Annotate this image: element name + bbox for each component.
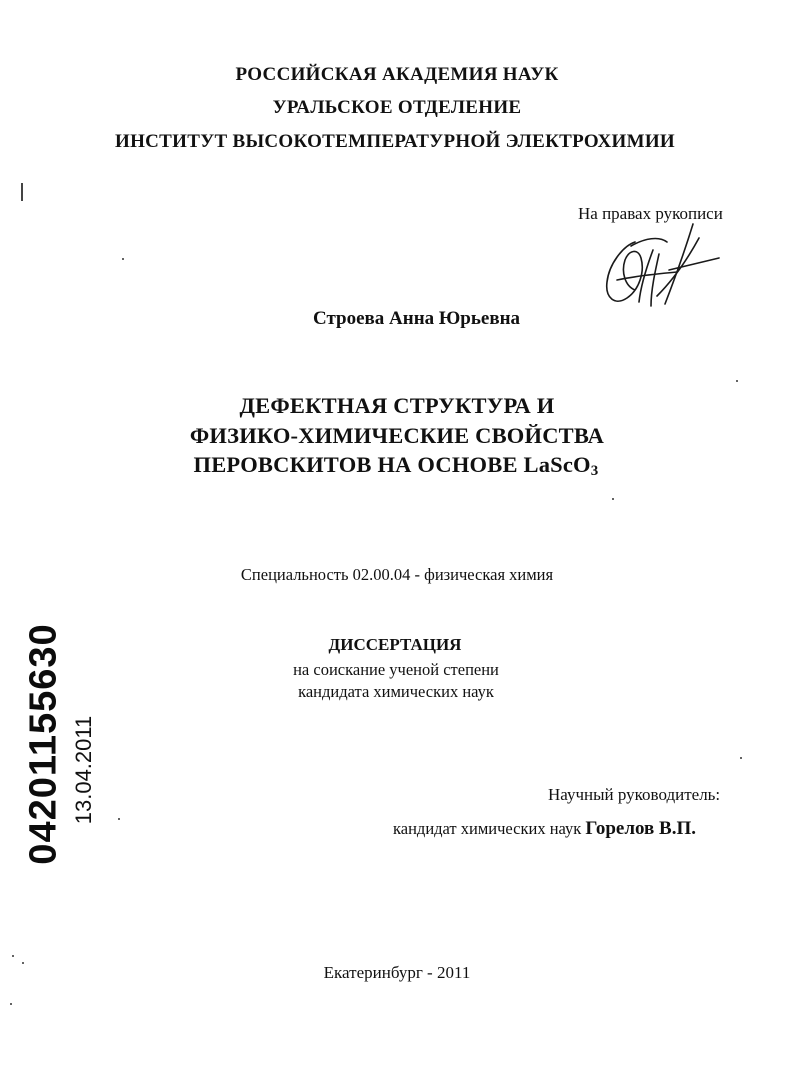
title-line-3 (0, 452, 795, 480)
library-stamp-date: 13.04.2011 (71, 715, 96, 825)
academy-heading: РОССИЙСКАЯ АКАДЕМИЯ НАУК (235, 64, 559, 85)
supervisor-name: Горелов В.П. (585, 818, 696, 839)
title-line-2: ФИЗИКО-ХИМИЧЕСКИЕ СВОЙСТВА (189, 423, 605, 448)
scan-speck (22, 962, 24, 964)
scan-speck (612, 498, 614, 500)
branch-heading: УРАЛЬСКОЕ ОТДЕЛЕНИЕ (272, 97, 522, 118)
scan-speck (12, 955, 14, 957)
scan-speck (10, 1003, 12, 1005)
supervisor-label: Научный руководитель: (548, 785, 721, 804)
specialty-line: Специальность 02.00.04 - физическая химия (240, 565, 554, 584)
title-line-1: ДЕФЕКТНАЯ СТРУКТУРА И (239, 393, 555, 418)
library-stamp-number: 04201155630 (22, 623, 65, 865)
scan-speck (122, 258, 124, 260)
title-line-3-text: ПЕРОВСКИТОВ НА ОСНОВЕ LaScO (193, 452, 591, 477)
scan-speck (736, 380, 738, 382)
scan-speck (740, 757, 742, 759)
formula-subscript: 3 (590, 463, 599, 479)
author-name: Строева Анна Юрьевна (313, 308, 521, 329)
handwritten-signature-icon (595, 220, 725, 315)
dissertation-label: ДИССЕРТАЦИЯ (328, 635, 462, 654)
dissertation-degree-line-1: на соискание ученой степени (293, 660, 499, 679)
rights-note: На правах рукописи (578, 204, 723, 223)
dissertation-degree-line-2: кандидата химических наук (298, 682, 494, 701)
supervisor-line (393, 818, 696, 840)
scan-speck (118, 818, 120, 820)
supervisor-degree: кандидат химических наук (393, 819, 582, 838)
scan-edge-mark (21, 183, 23, 201)
institute-heading: ИНСТИТУТ ВЫСОКОТЕМПЕРАТУРНОЙ ЭЛЕКТРОХИМИИ (115, 131, 675, 152)
city-year: Екатеринбург - 2011 (323, 963, 471, 982)
